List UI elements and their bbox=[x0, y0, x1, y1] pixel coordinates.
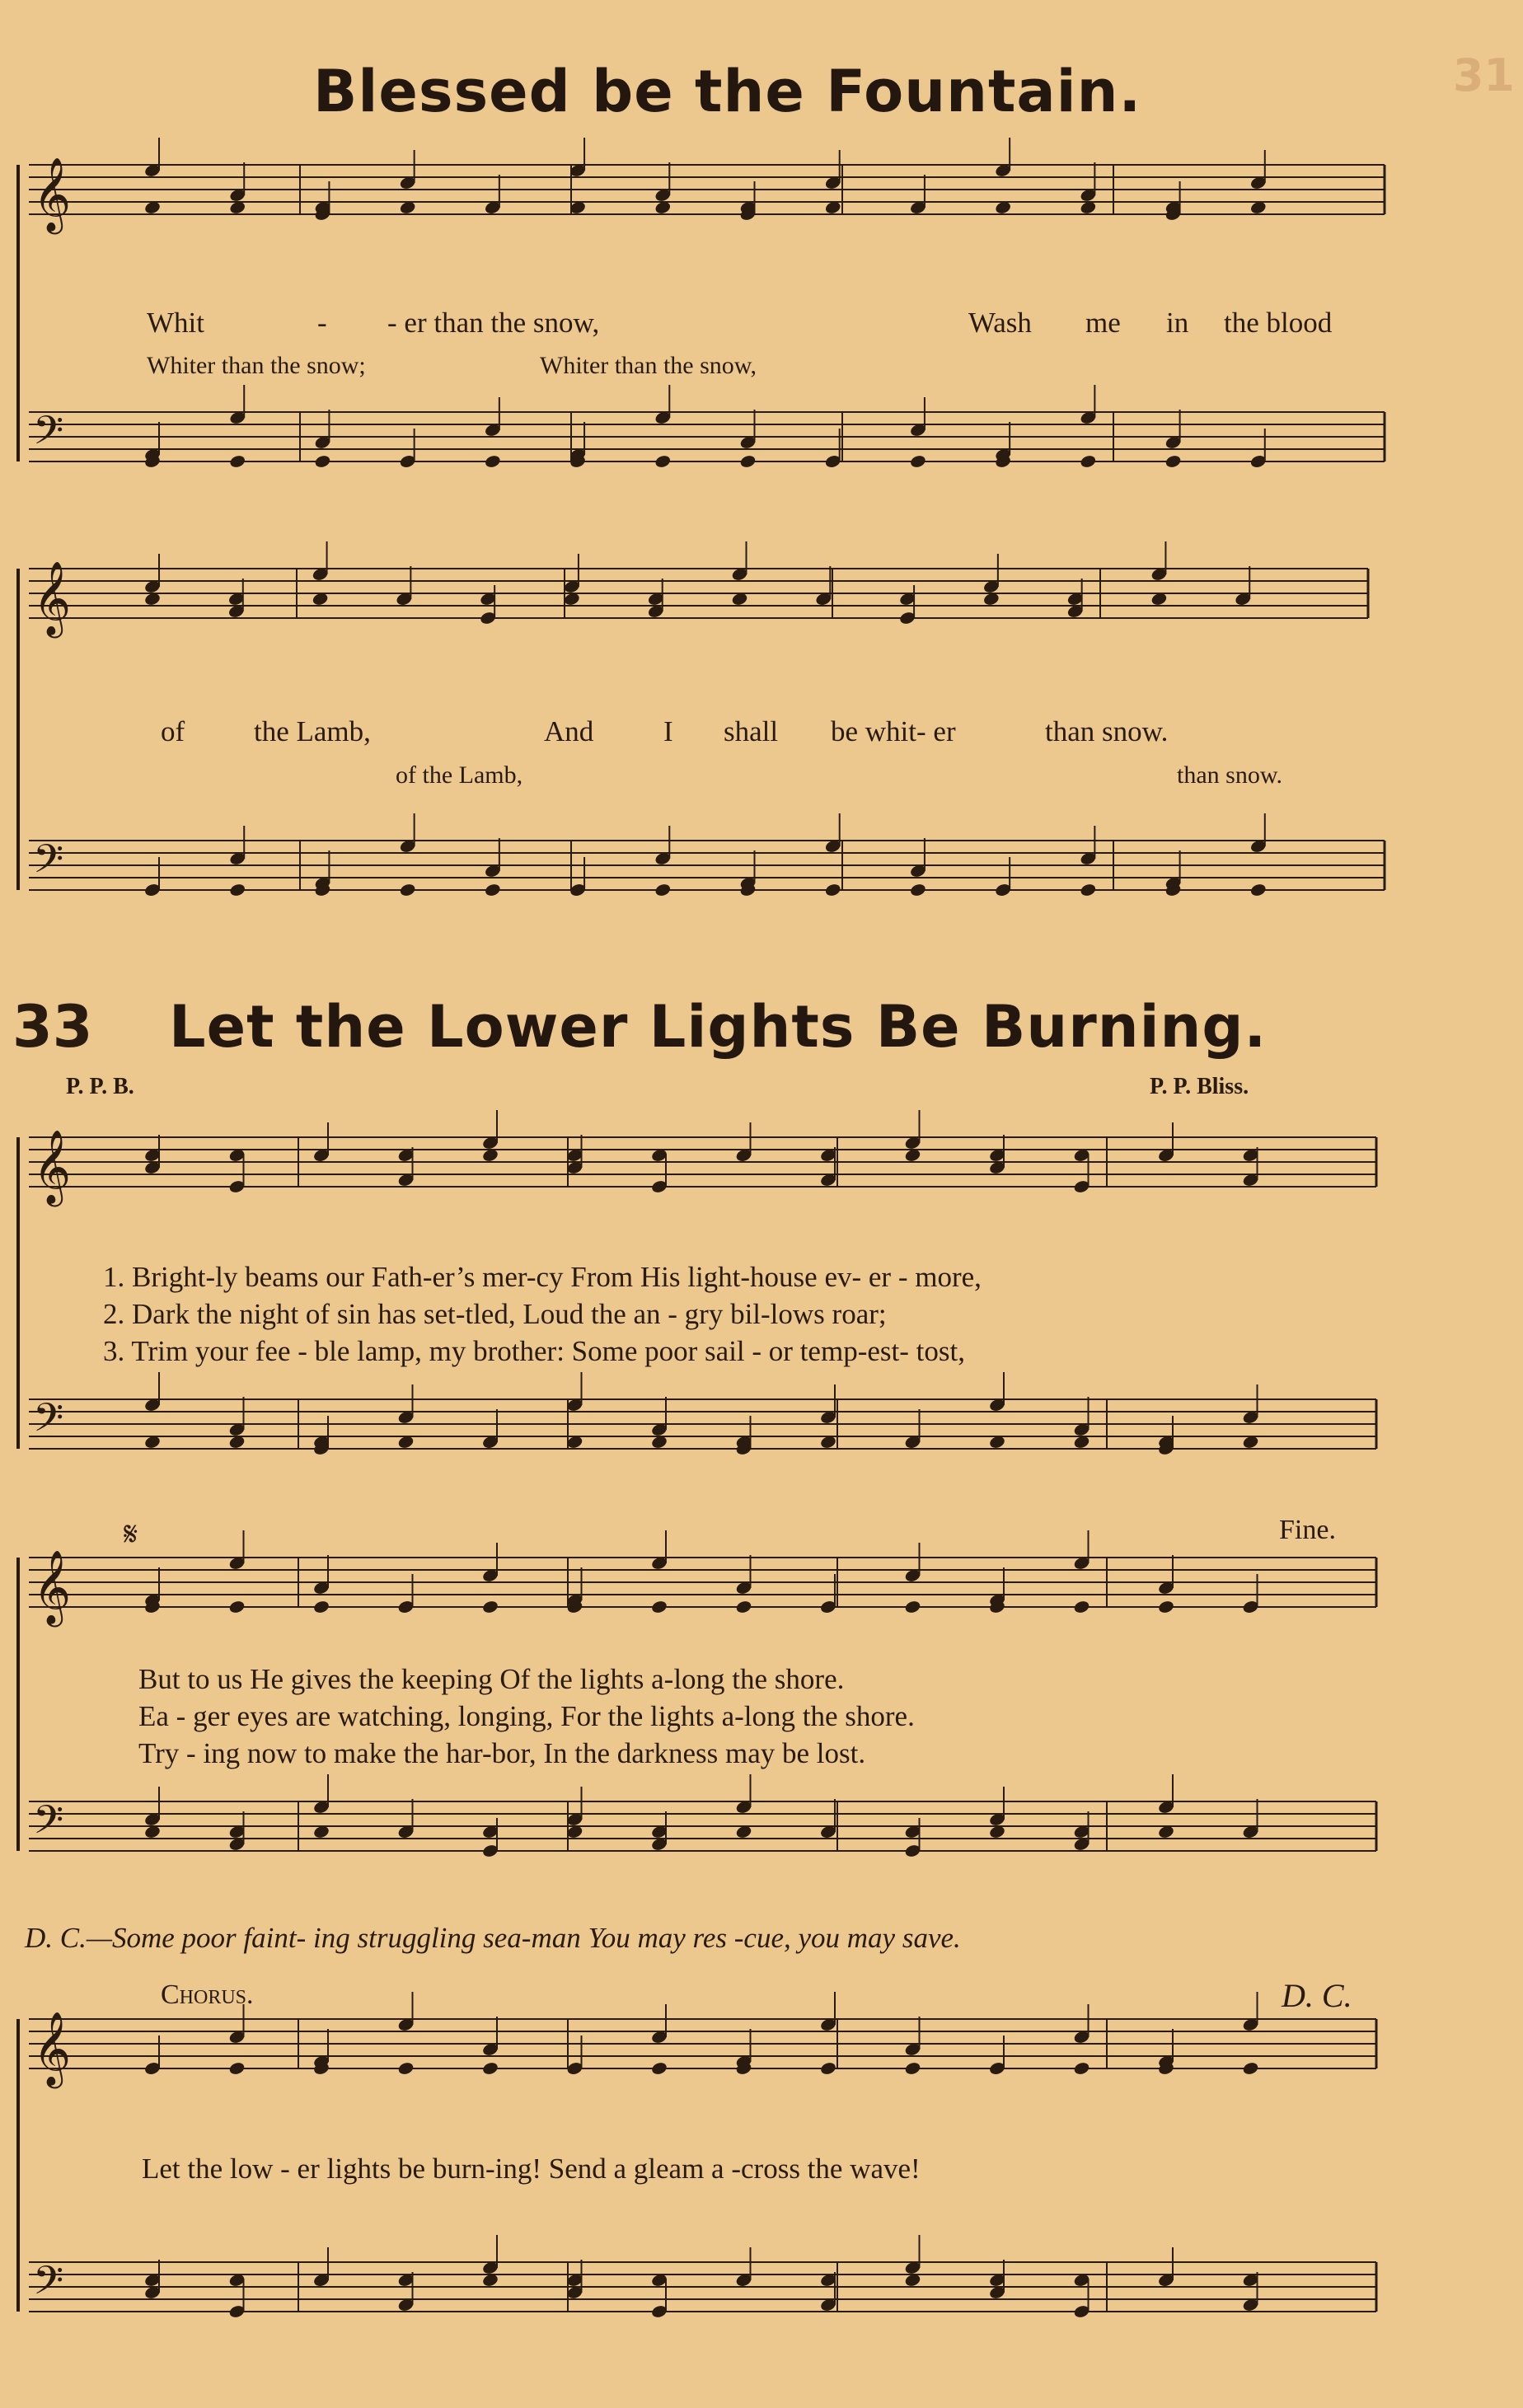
verse-line-2b: Ea - ger eyes are watching, longing, For the lights a-long the shore. bbox=[138, 1700, 915, 1732]
notehead bbox=[819, 2061, 836, 2076]
notehead bbox=[481, 1600, 499, 1614]
credit-music: P. P. Bliss. bbox=[1150, 1074, 1249, 1099]
treble-clef-icon: 𝄞 bbox=[33, 561, 72, 635]
notehead bbox=[1157, 1600, 1174, 1614]
treble-clef-icon: 𝄞 bbox=[33, 1550, 72, 1624]
notehead bbox=[312, 1600, 330, 1614]
notehead bbox=[1249, 883, 1267, 897]
chorus-label: Chorus. bbox=[161, 1979, 254, 2010]
notehead bbox=[484, 454, 501, 469]
notehead bbox=[824, 883, 841, 897]
lyric-a2-lamb: the Lamb, bbox=[254, 715, 371, 747]
staff-b1-bass bbox=[29, 1372, 1376, 1456]
hymn-title-blessed: Blessed be the Fountain. bbox=[313, 58, 1142, 125]
lyric-a1-dash1: - bbox=[317, 307, 327, 339]
notehead bbox=[1080, 883, 1097, 897]
notehead bbox=[904, 2061, 921, 2076]
staff-a2-treble bbox=[29, 541, 1368, 639]
notehead bbox=[397, 2061, 415, 2076]
notehead bbox=[739, 454, 757, 469]
fine-mark: Fine. bbox=[1279, 1515, 1336, 1545]
notehead bbox=[481, 2061, 499, 2076]
treble-clef-icon: 𝄞 bbox=[33, 1130, 72, 1204]
treble-clef-icon: 𝄞 bbox=[33, 2012, 72, 2086]
notehead bbox=[1242, 2061, 1259, 2076]
staff-b3-bass bbox=[29, 2235, 1376, 2319]
hymn-number: 33 bbox=[12, 993, 93, 1061]
notehead bbox=[909, 883, 926, 897]
notehead bbox=[314, 454, 331, 469]
lyric-a2-thansnow: than snow. bbox=[1045, 715, 1169, 747]
lyric-a2-and: And bbox=[544, 715, 594, 747]
lyric-a2-bass-1: of the Lamb, bbox=[396, 761, 523, 789]
lyric-a1-me: me bbox=[1085, 307, 1121, 339]
dc-mark: D. C. bbox=[1282, 1977, 1352, 2014]
credit-words: P. P. B. bbox=[66, 1074, 134, 1099]
notehead bbox=[650, 1600, 668, 1614]
lyric-a1-dash2: - er than the snow, bbox=[387, 307, 600, 339]
bass-clef-icon: 𝄢 bbox=[33, 407, 64, 463]
notehead bbox=[228, 1600, 246, 1614]
lyric-a1-blood: the blood bbox=[1224, 307, 1333, 339]
hymn-title-lower-lights: Let the Lower Lights Be Burning. bbox=[169, 993, 1268, 1061]
staff-b1-treble bbox=[29, 1110, 1376, 1207]
lyric-a2-of: of bbox=[161, 715, 185, 747]
notehead bbox=[1165, 454, 1182, 469]
lyric-a1-bass-1: Whiter than the snow; bbox=[147, 352, 366, 379]
notehead bbox=[654, 454, 672, 469]
notehead bbox=[735, 1600, 752, 1614]
notehead bbox=[399, 883, 416, 897]
notehead bbox=[1073, 2061, 1090, 2076]
lyric-a2-bass-2: than snow. bbox=[1177, 761, 1283, 789]
lyric-a2-shall: shall bbox=[724, 715, 779, 747]
verse-line-3b: Try - ing now to make the har-bor, In the darkness may be lost. bbox=[138, 1737, 866, 1769]
treble-clef-icon: 𝄞 bbox=[33, 157, 72, 232]
verse-line-2a: 2. Dark the night of sin has set-tled, Loud the an - gry bil-lows roar; bbox=[103, 1298, 887, 1330]
staff-a1-bass bbox=[29, 385, 1385, 469]
notehead bbox=[654, 883, 672, 897]
bass-clef-icon: 𝄢 bbox=[33, 2257, 64, 2313]
notehead bbox=[904, 1600, 921, 1614]
notehead bbox=[650, 2061, 668, 2076]
verse-line-1b: But to us He gives the keeping Of the lights a-long the shore. bbox=[138, 1663, 845, 1695]
notehead bbox=[1073, 1600, 1090, 1614]
lyric-a2-whiter: be whit- er bbox=[831, 715, 956, 747]
dc-line: D. C.—Some poor faint- ing struggling sea-man You may res -cue, you may save. bbox=[25, 1922, 961, 1954]
notehead bbox=[484, 883, 501, 897]
bass-clef-icon: 𝄢 bbox=[33, 836, 64, 892]
staff-a1-treble bbox=[29, 138, 1385, 235]
notehead bbox=[228, 2061, 246, 2076]
staff-b2-bass bbox=[29, 1774, 1376, 1858]
lyric-a1-bass-2: Whiter than the snow, bbox=[540, 352, 757, 379]
notehead bbox=[229, 883, 246, 897]
staff-a2-bass bbox=[29, 813, 1385, 897]
staff-b2-treble bbox=[29, 1530, 1376, 1628]
page-number: 31 bbox=[1452, 49, 1515, 101]
notehead bbox=[229, 454, 246, 469]
bass-clef-icon: 𝄢 bbox=[33, 1394, 64, 1450]
bass-clef-icon: 𝄢 bbox=[33, 1797, 64, 1853]
lyric-a1-whit: Whit bbox=[147, 307, 204, 339]
verse-line-3a: 3. Trim your fee - ble lamp, my brother: Some poor sail - or temp-est- tost, bbox=[103, 1335, 965, 1367]
lyric-a1-in: in bbox=[1166, 307, 1189, 339]
notehead bbox=[909, 454, 926, 469]
verse-line-1a: 1. Bright-ly beams our Fath-er’s mer-cy From His light-house ev- er - more, bbox=[103, 1261, 982, 1293]
segno-mark: 𝄋 bbox=[124, 1516, 138, 1553]
lyric-a1-wash: Wash bbox=[968, 307, 1032, 339]
notehead bbox=[1080, 454, 1097, 469]
chorus-lyric: Let the low - er lights be burn-ing! Send a gleam a -cross the wave! bbox=[142, 2153, 921, 2185]
lyric-a2-i: I bbox=[663, 715, 673, 747]
